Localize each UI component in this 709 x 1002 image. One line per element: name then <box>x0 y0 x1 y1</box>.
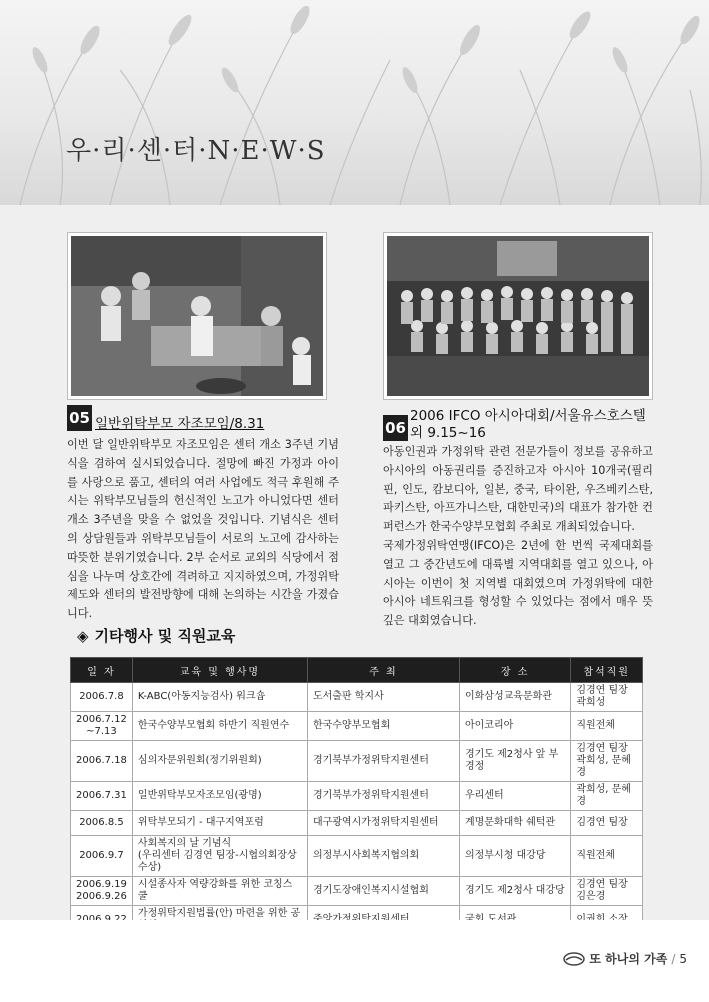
host-cell: 대구광역시가정위탁지원센터 <box>307 811 459 836</box>
host-cell: 경기북부가정위탁지원센터 <box>307 782 459 811</box>
column-header: 일 자 <box>71 658 133 683</box>
table-row <box>71 836 643 877</box>
place-cell: 계명문화대학 쉐턱관 <box>459 811 570 836</box>
page-header <box>0 0 709 205</box>
staff-cell: 김경연 팀장 곽희성, 문혜경 <box>571 741 643 782</box>
table-row <box>71 712 643 741</box>
event-cell: 위탁부모되기 - 대구지역포럼 <box>132 811 307 836</box>
column-header: 참석직원 <box>571 658 643 683</box>
article-body: 아동인권과 가정위탁 관련 전문가들이 정보를 공유하고 아시아의 아동권리를 증진하고자 아시아 10개국(필리핀, 인도, 캄보디아, 일본, 중국, 타이완, 우즈베키스탄, 파키스탄, 아프가니스탄, 대한민국)의 대표가 참가한 컨퍼런스가 한국수양부모협회 주최로 개최되었습니다. 국제가정위탁연맹(IFCO)은 2년에 한 번씩 국제대회를 열고 그 중간년도에 대륙별 지역대회를 열고 있으나, 아시아는 이번이 첫 지역별 대회였으며 가정위탁에 대한 아시아 네트워크를 형성할 수 있었다는 점에서 매우 뜻깊은 대회였습니다. <box>383 445 653 628</box>
table-row <box>71 741 643 782</box>
table-header-row <box>71 658 643 683</box>
staff-cell: 김경연 팀장 <box>571 811 643 836</box>
column-header: 교육 및 행사명 <box>132 658 307 683</box>
ifco-conference-group-photo <box>383 232 653 400</box>
page-number: 5 <box>679 951 687 966</box>
staff-cell: 김경연 팀장 곽희성 <box>571 683 643 712</box>
magazine-logo-icon <box>563 952 585 966</box>
date-cell: 2006.9.7 <box>71 836 133 877</box>
page-separator: / <box>671 951 676 966</box>
event-cell: 일반위탁부모자조모임(광명) <box>132 782 307 811</box>
host-cell: 의정부시사회복지협의회 <box>307 836 459 877</box>
date-cell: 2006.9.19 2006.9.26 <box>71 877 133 906</box>
staff-cell: 직원전체 <box>571 836 643 877</box>
article-body: 이번 달 일반위탁부모 자조모임은 센터 개소 3주년 기념식을 겸하여 실시되었습니다. 절망에 빠진 가정과 아이를 사랑으로 품고, 센터의 여러 사업에도 적극 후원해 주시는 위탁부모님들의 헌신적인 노고가 아니었다면 센터 개소 3주년을 맞을 수 없었을 것입니다. 기념식은 센터의 상담원들과 위탁부모님들이 서로의 노고에 감사하는 따뜻한 분위기였습니다. 2부 순서로 교외의 식당에서 점심을 나누며 상호간에 격려하고 지지하였으며, 가정위탁제도와 센터의 발전방향에 대해 논의하는 시간을 가졌습니다. <box>67 438 339 621</box>
column-header: 장 소 <box>459 658 570 683</box>
event-cell: K-ABC(아동지능검사) 워크숍 <box>132 683 307 712</box>
magazine-logo-text: 또 하나의 가족 <box>589 952 668 966</box>
page-title: 우·리·센·터·N·E·W·S <box>66 136 326 166</box>
host-cell: 경기북부가정위탁지원센터 <box>307 741 459 782</box>
grass-background-illustration <box>0 0 709 205</box>
place-cell: 경기도 제2청사 앞 부경정 <box>459 741 570 782</box>
date-cell: 2006.7.8 <box>71 683 133 712</box>
table-row <box>71 782 643 811</box>
staff-cell: 곽희성, 문혜경 <box>571 782 643 811</box>
table-row <box>71 877 643 906</box>
place-cell: 우리센터 <box>459 782 570 811</box>
article-number-badge: 05 <box>67 405 92 431</box>
events-table <box>70 657 643 935</box>
diamond-bullet-icon: ◈ <box>77 627 89 645</box>
date-cell: 2006.7.12 ~7.13 <box>71 712 133 741</box>
staff-cell: 김경연 팀장 김은경 <box>571 877 643 906</box>
host-cell: 도서출판 학지사 <box>307 683 459 712</box>
column-header: 주 최 <box>307 658 459 683</box>
date-cell: 2006.8.5 <box>71 811 133 836</box>
event-cell: 시설종사자 역량강화를 위한 코칭스쿨 <box>132 877 307 906</box>
event-cell: 사회복지의 날 기념식 (우리센터 김경연 팀장-시협의회장상 수상) <box>132 836 307 877</box>
place-cell: 의정부시청 대강당 <box>459 836 570 877</box>
self-help-meeting-photo <box>67 232 327 400</box>
article-title: 2006 IFCO 아시아대회/서울유스호스텔 외 9.15~16 <box>410 408 646 441</box>
host-cell: 경기도장애인복지시설협회 <box>307 877 459 906</box>
date-cell: 2006.7.31 <box>71 782 133 811</box>
place-cell: 경기도 제2청사 대강당 <box>459 877 570 906</box>
table-row <box>71 683 643 712</box>
table-row <box>71 811 643 836</box>
date-cell: 2006.7.18 <box>71 741 133 782</box>
event-cell: 한국수양부모협회 하반기 직원연수 <box>132 712 307 741</box>
section-heading <box>77 625 235 646</box>
staff-cell: 직원전체 <box>571 712 643 741</box>
section-heading-text: 기타행사 및 직원교육 <box>94 627 236 645</box>
page-footer <box>563 950 687 967</box>
place-cell: 아이코리아 <box>459 712 570 741</box>
article-number-badge: 06 <box>383 415 408 441</box>
host-cell: 한국수양부모협회 <box>307 712 459 741</box>
event-cell: 가정위탁지원법률(안) 마련을 위한 공 <box>132 906 307 935</box>
event-cell: 심의자문위원회(정기위원회) <box>132 741 307 782</box>
place-cell: 이화삼성교육문화관 <box>459 683 570 712</box>
article-title: 일반위탁부모 자조모임/8.31 <box>95 416 265 432</box>
